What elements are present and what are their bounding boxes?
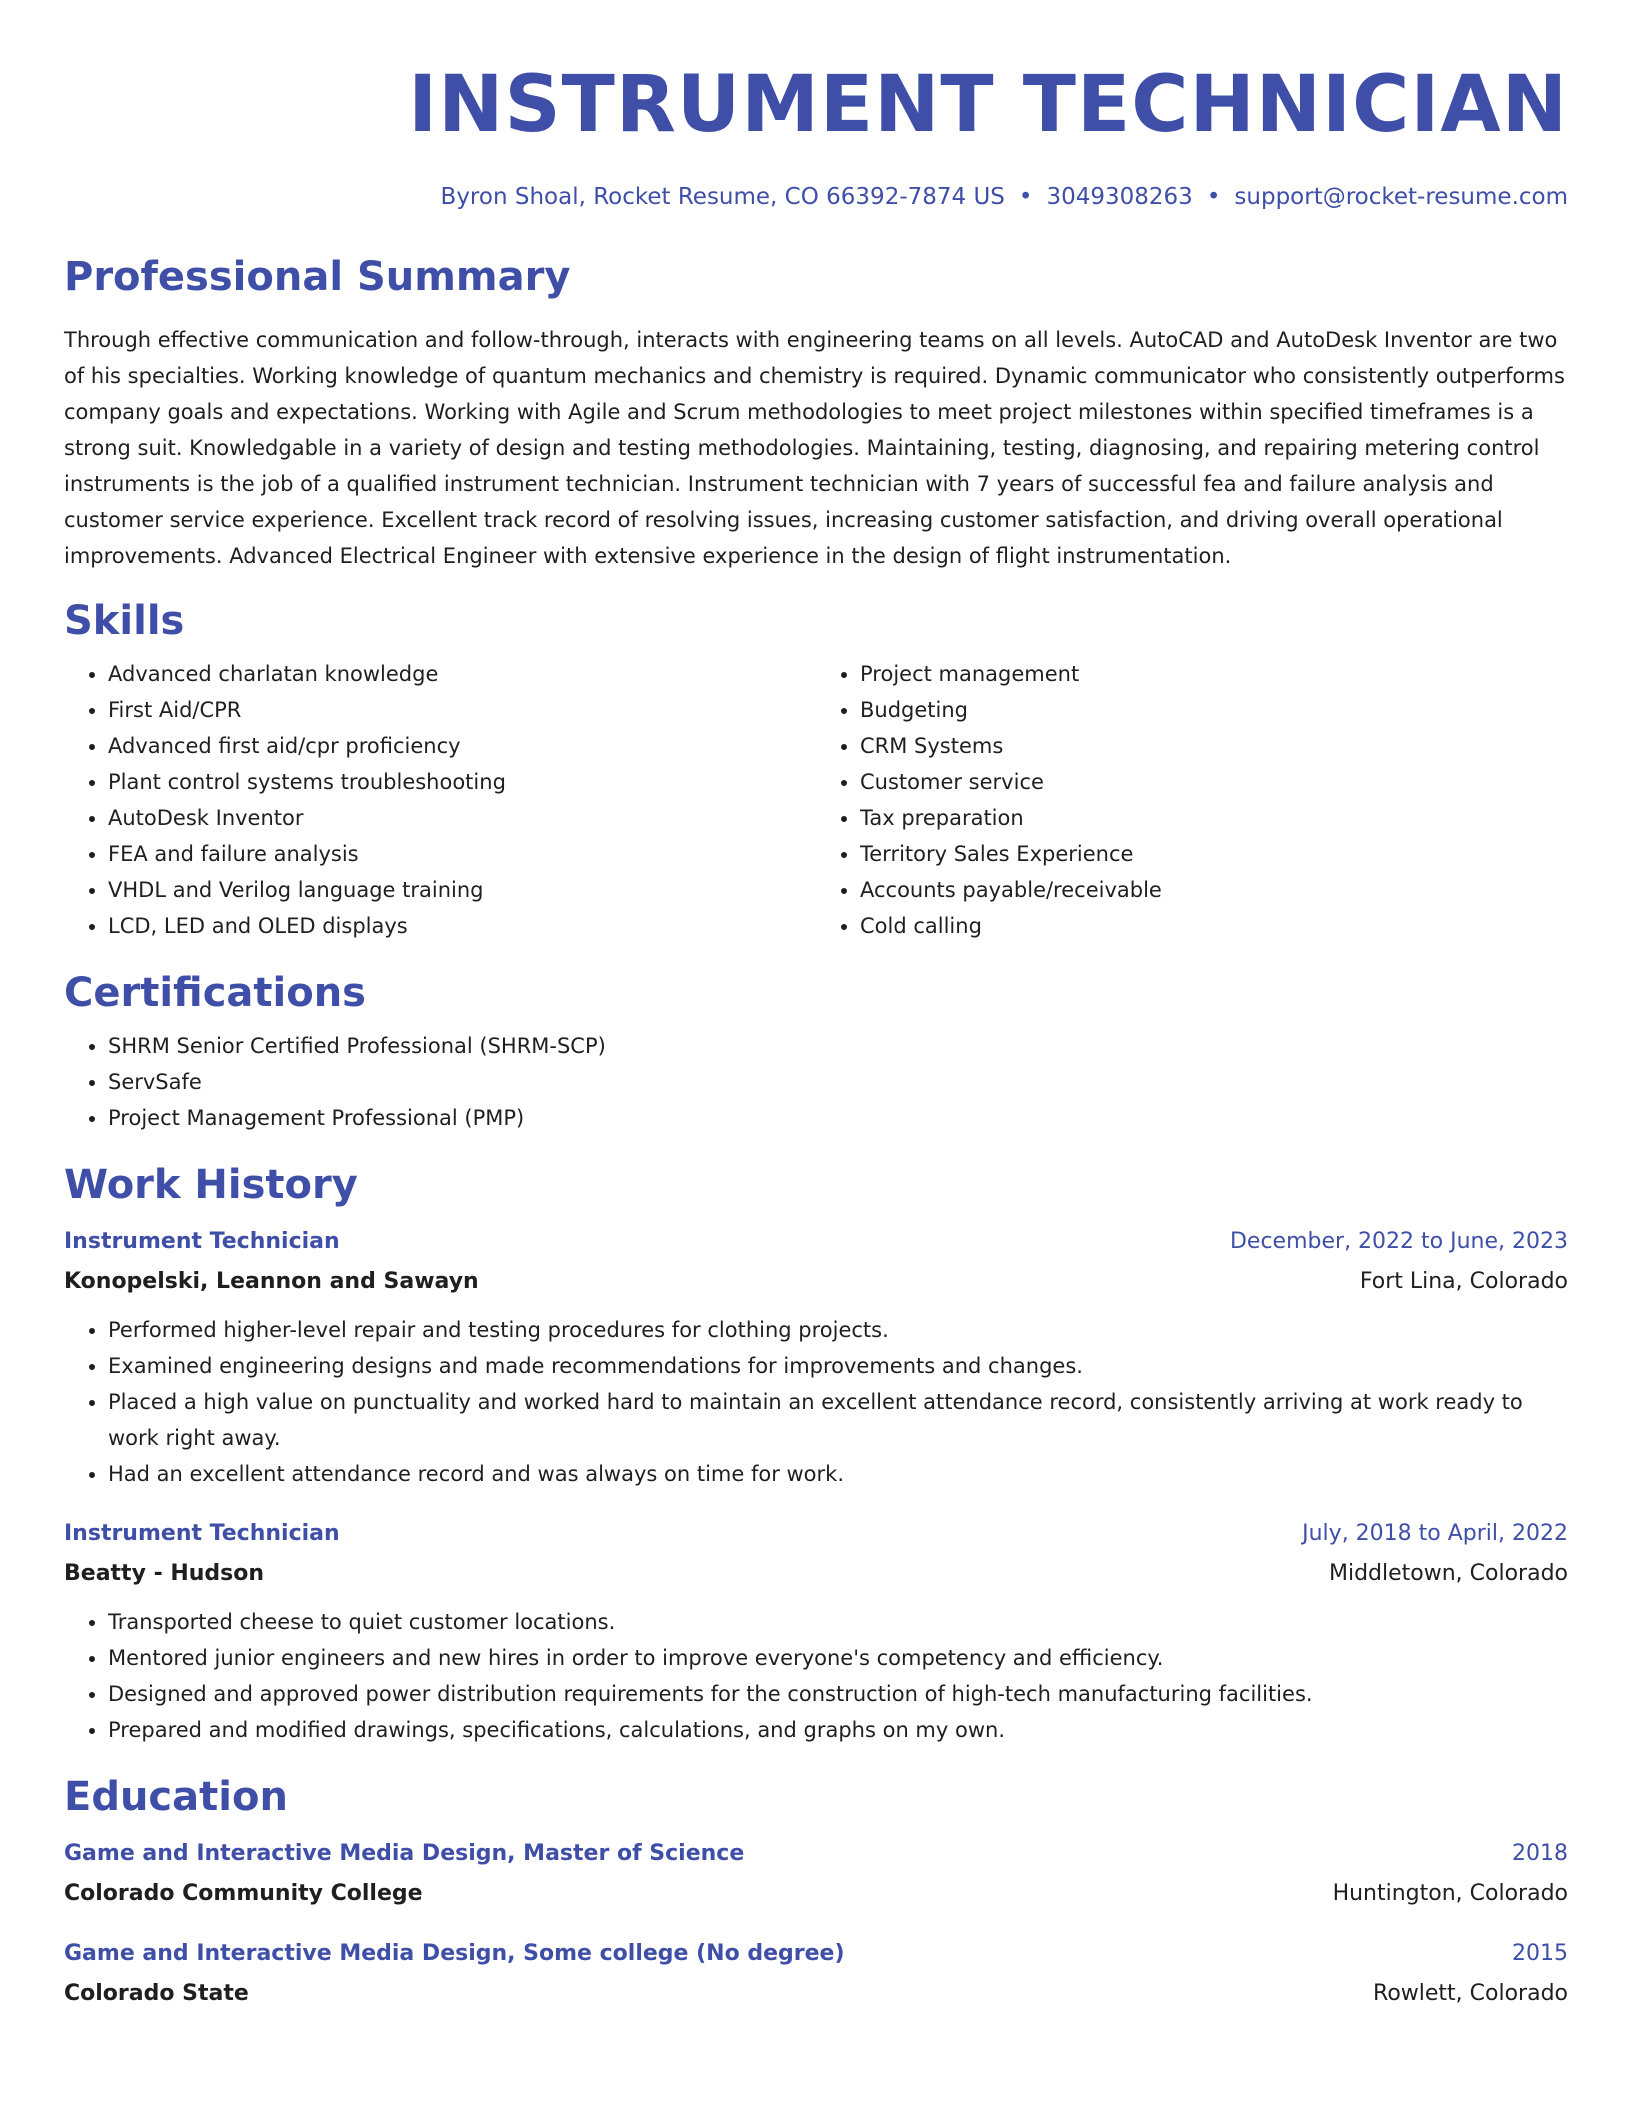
job-bullets [64,1312,1568,1492]
education-school: Colorado State [64,1981,249,2006]
skill-item: • Plant control systems troubleshooting [108,764,816,800]
job-role: Instrument Technician [64,1229,340,1254]
job-dates: July, 2018 to April, 2022 [1302,1521,1568,1546]
skills-columns [64,656,1568,944]
skill-item: • Advanced first aid/cpr proficiency [108,728,816,764]
skill-item: • Customer service [860,764,1568,800]
education-entry [64,1836,1568,1912]
education-year: 2015 [1512,1941,1568,1966]
education-location: Huntington, Colorado [1332,1881,1568,1906]
contact-separator: • [1206,184,1221,210]
education-entry [64,1936,1568,2012]
contact-address: Byron Shoal, Rocket Resume, CO 66392-7874 US [440,184,1005,210]
section-title-skills: Skills [64,598,185,644]
education-degree: Game and Interactive Media Design, Master of Science [64,1841,745,1866]
job-bullet: • Prepared and modified drawings, specifications, calculations, and graphs on my own. [108,1712,1568,1748]
education-degree: Game and Interactive Media Design, Some college (No degree) [64,1941,845,1966]
certification-item: • Project Management Professional (PMP) [108,1100,1568,1136]
skill-item: • Territory Sales Experience [860,836,1568,872]
skill-item: • Project management [860,656,1568,692]
contact-email[interactable]: support@rocket-resume.com [1234,184,1568,210]
certifications-list [64,1028,1568,1136]
job-bullet: • Performed higher-level repair and testing procedures for clothing projects. [108,1312,1568,1348]
job-location: Middletown, Colorado [1328,1561,1568,1586]
job-bullet: • Placed a high value on punctuality and worked hard to maintain an excellent attendance record, consistently arriving at work ready to work right away. [108,1384,1568,1456]
section-title-summary: Professional Summary [64,254,571,300]
contact-phone: 3049308263 [1046,184,1193,210]
certification-item: • SHRM Senior Certified Professional (SHRM-SCP) [108,1028,1568,1064]
job-bullet: • Transported cheese to quiet customer locations. [108,1604,1568,1640]
skill-item: • Accounts payable/receivable [860,872,1568,908]
section-title-education: Education [64,1774,288,1820]
section-title-certifications: Certifications [64,970,366,1016]
skill-item: • VHDL and Verilog language training [108,872,816,908]
job-role: Instrument Technician [64,1521,340,1546]
skill-item: • First Aid/CPR [108,692,816,728]
job-company: Konopelski, Leannon and Sawayn [64,1269,479,1294]
section-title-work-history: Work History [64,1162,358,1208]
job-bullet: • Mentored junior engineers and new hires in order to improve everyone's competency and efficiency. [108,1640,1568,1676]
resume-header [64,50,1568,214]
job-bullet: • Had an excellent attendance record and was always on time for work. [108,1456,1568,1492]
skill-item: • Cold calling [860,908,1568,944]
job-bullet: • Examined engineering designs and made recommendations for improvements and changes. [108,1348,1568,1384]
skill-item: • Advanced charlatan knowledge [108,656,816,692]
job-entry [64,1224,1568,1492]
summary-text: Through effective communication and follow-through, interacts with engineering teams on all levels. AutoCAD and AutoDesk Inventor are two of his specialties. Working knowledge of quantum mechanics and chemistry is required. Dynamic communicator who consistently outperforms company goals and expectations. Working with Agile and Scrum methodologies to meet project milestones within specified timeframes is a strong suit. Knowledgable in a variety of design and testing methodologies. Maintaining, testing, diagnosing, and repairing metering control instruments is the job of a qualified instrument technician. Instrument technician with 7 years of successful fea and failure analysis and customer service experience. Excellent track record of resolving issues, increasing customer satisfaction, and driving overall operational improvements. Advanced Electrical Engineer with extensive experience in the design of flight instrumentation. [64,328,1565,568]
skill-item: • CRM Systems [860,728,1568,764]
education-school: Colorado Community College [64,1881,423,1906]
skill-item: • LCD, LED and OLED displays [108,908,816,944]
job-title-heading: INSTRUMENT TECHNICIAN [408,60,1568,150]
education-location: Rowlett, Colorado [1373,1981,1568,2006]
skill-item: • AutoDesk Inventor [108,800,816,836]
job-dates: December, 2022 to June, 2023 [1229,1229,1568,1254]
certification-item: • ServSafe [108,1064,1568,1100]
contact-line [64,180,1568,214]
skills-list-right [816,656,1568,944]
job-entry [64,1516,1568,1748]
job-company: Beatty - Hudson [64,1561,265,1586]
skill-item: • Tax preparation [860,800,1568,836]
contact-separator: • [1018,184,1033,210]
skills-list-left [64,656,816,944]
education-year: 2018 [1512,1841,1568,1866]
skill-item: • FEA and failure analysis [108,836,816,872]
job-location: Fort Lina, Colorado [1359,1269,1568,1294]
job-bullet: • Designed and approved power distribution requirements for the construction of high-tech manufacturing facilities. [108,1676,1568,1712]
job-bullets [64,1604,1568,1748]
skill-item: • Budgeting [860,692,1568,728]
